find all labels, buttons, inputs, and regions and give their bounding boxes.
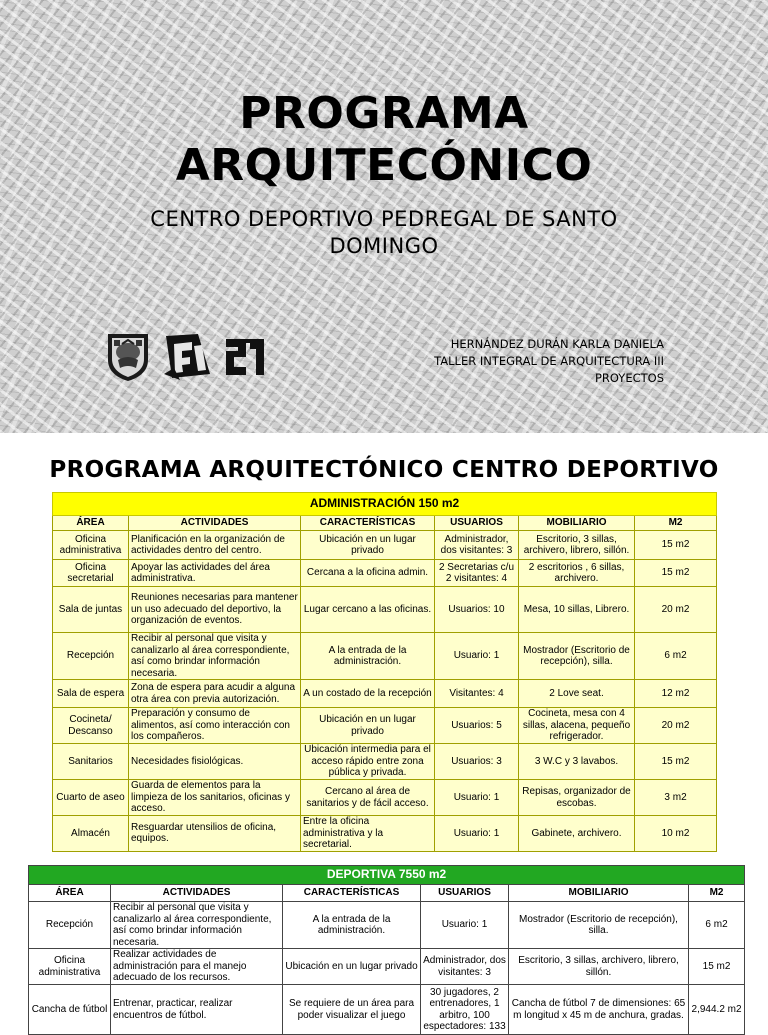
course-name: TALLER INTEGRAL DE ARQUITECTURA III [434, 354, 664, 368]
table-row [29, 949, 745, 985]
table-row [53, 816, 717, 852]
cell-actividades: Apoyar las actividades del área administrativa. [129, 560, 301, 587]
cell-caracteristicas: A un costado de la recepción [301, 680, 435, 708]
cell-m2: 20 m2 [635, 708, 717, 744]
table-row [53, 744, 717, 780]
cover-subtitle: CENTRO DEPORTIVO PEDREGAL DE SANTO DOMINGO [150, 207, 618, 258]
cell-caracteristicas: Cercana a la oficina admin. [301, 560, 435, 587]
cell-area: Sanitarios [53, 744, 129, 780]
cell-m2: 15 m2 [635, 531, 717, 560]
cell-usuarios: Administrador, dos visitantes: 3 [421, 949, 509, 985]
cell-area: Almacén [53, 816, 129, 852]
cell-usuarios: Usuario: 1 [421, 902, 509, 949]
cell-caracteristicas: Se requiere de un área para poder visualizar el juego [283, 985, 421, 1035]
column-header-m2: M2 [689, 885, 745, 902]
logo-strip [104, 330, 270, 382]
cover-title-line2: ARQUITECÓNICO [175, 140, 593, 191]
cell-actividades: Zona de espera para acudir a alguna otra área con previa autorización. [129, 680, 301, 708]
cell-mobiliario: Cocineta, mesa con 4 sillas, alacena, pequeño refrigerador. [519, 708, 635, 744]
cell-caracteristicas: Ubicación en un lugar privado [301, 531, 435, 560]
taller-21-logo [224, 331, 270, 381]
cell-caracteristicas: Entre la oficina administrativa y la secretarial. [301, 816, 435, 852]
cell-usuarios: Usuarios: 3 [435, 744, 519, 780]
cell-m2: 15 m2 [635, 744, 717, 780]
cell-usuarios: Usuarios: 10 [435, 587, 519, 633]
cell-mobiliario: Escritorio, 3 sillas, archivero, librero, sillón. [509, 949, 689, 985]
cell-m2: 15 m2 [689, 949, 745, 985]
cell-m2: 6 m2 [635, 633, 717, 680]
cell-m2: 6 m2 [689, 902, 745, 949]
cell-m2: 20 m2 [635, 587, 717, 633]
table-row [53, 633, 717, 680]
cell-mobiliario: Cancha de fútbol 7 de dimensiones: 65 m longitud x 45 m de anchura, gradas. [509, 985, 689, 1035]
cover-slide [0, 0, 768, 433]
cell-mobiliario: Mesa, 10 sillas, Librero. [519, 587, 635, 633]
cell-m2: 10 m2 [635, 816, 717, 852]
cell-area: Recepción [53, 633, 129, 680]
cover-title-line1: PROGRAMA [239, 88, 529, 139]
program-title: PROGRAMA ARQUITECTÓNICO CENTRO DEPORTIVO [49, 457, 719, 483]
cell-usuarios: Usuario: 1 [435, 816, 519, 852]
cover-title [0, 88, 768, 192]
author-name: HERNÁNDEZ DURÁN KARLA DANIELA [450, 337, 664, 351]
table-row [53, 587, 717, 633]
cell-mobiliario: 2 Love seat. [519, 680, 635, 708]
cell-actividades: Necesidades fisiológicas. [129, 744, 301, 780]
administracion-section-header: ADMINISTRACIÓN 150 m2 [53, 493, 717, 516]
cell-area: Sala de juntas [53, 587, 129, 633]
cell-area: Cancha de fútbol [29, 985, 111, 1035]
cell-m2: 15 m2 [635, 560, 717, 587]
deportiva-table [28, 865, 745, 1035]
table-row [53, 531, 717, 560]
column-header-actividades: ACTIVIDADES [111, 885, 283, 902]
column-header-actividades: ACTIVIDADES [129, 516, 301, 531]
cell-actividades: Realizar actividades de administración para el manejo adecuado de los recursos. [111, 949, 283, 985]
cell-caracteristicas: Ubicación intermedia para el acceso rápido entre zona pública y privada. [301, 744, 435, 780]
cell-usuarios: Usuario: 1 [435, 780, 519, 816]
cell-usuarios: Usuario: 1 [435, 633, 519, 680]
column-header-area: ÁREA [53, 516, 129, 531]
facultad-arquitectura-logo [162, 330, 214, 382]
cell-mobiliario: Gabinete, archivero. [519, 816, 635, 852]
cell-caracteristicas: Cercano al área de sanitarios y de fácil acceso. [301, 780, 435, 816]
deportiva-section-header: DEPORTIVA 7550 m2 [29, 866, 745, 885]
cell-caracteristicas: Ubicación en un lugar privado [283, 949, 421, 985]
cell-actividades: Recibir al personal que visita y canalizarlo al área correspondiente, así como brindar información necesaria. [111, 902, 283, 949]
cell-mobiliario: Mostrador (Escritorio de recepción), silla. [519, 633, 635, 680]
table-row [29, 985, 745, 1035]
column-header-area: ÁREA [29, 885, 111, 902]
column-header-mobiliario: MOBILIARIO [509, 885, 689, 902]
administracion-table [52, 492, 717, 852]
author-block [434, 336, 664, 387]
cell-actividades: Planificación en la organización de actividades dentro del centro. [129, 531, 301, 560]
cell-usuarios: Usuarios: 5 [435, 708, 519, 744]
column-header-usuarios: USUARIOS [435, 516, 519, 531]
cell-area: Cocineta/ Descanso [53, 708, 129, 744]
table-row [53, 708, 717, 744]
cell-actividades: Preparación y consumo de alimentos, así como interacción con los compañeros. [129, 708, 301, 744]
table-row [53, 560, 717, 587]
cell-m2: 2,944.2 m2 [689, 985, 745, 1035]
administracion-header-row [53, 493, 717, 516]
cell-caracteristicas: A la entrada de la administración. [283, 902, 421, 949]
cell-area: Cuarto de aseo [53, 780, 129, 816]
cell-area: Oficina administrativa [53, 531, 129, 560]
deportiva-header-row [29, 866, 745, 885]
cell-actividades: Entrenar, practicar, realizar encuentros de fútbol. [111, 985, 283, 1035]
program-slide [0, 433, 768, 1032]
cell-m2: 12 m2 [635, 680, 717, 708]
cell-usuarios: 30 jugadores, 2 entrenadores, 1 arbitro, 100 espectadores: 133 [421, 985, 509, 1035]
column-header-usuarios: USUARIOS [421, 885, 509, 902]
cell-mobiliario: Mostrador (Escritorio de recepción), silla. [509, 902, 689, 949]
cell-mobiliario: 3 W.C y 3 lavabos. [519, 744, 635, 780]
administracion-column-headers [53, 516, 717, 531]
cell-m2: 3 m2 [635, 780, 717, 816]
cell-actividades: Resguardar utensilios de oficina, equipos. [129, 816, 301, 852]
cell-caracteristicas: A la entrada de la administración. [301, 633, 435, 680]
cell-mobiliario: Repisas, organizador de escobas. [519, 780, 635, 816]
table-row [53, 680, 717, 708]
cell-mobiliario: Escritorio, 3 sillas, archivero, librero, sillón. [519, 531, 635, 560]
cell-area: Oficina secretarial [53, 560, 129, 587]
column-header-m2: M2 [635, 516, 717, 531]
table-row [53, 780, 717, 816]
deportiva-column-headers [29, 885, 745, 902]
table-row [29, 902, 745, 949]
cell-actividades: Reuniones necesarias para mantener un uso adecuado del deportivo, la organización de eventos. [129, 587, 301, 633]
cell-caracteristicas: Lugar cercano a las oficinas. [301, 587, 435, 633]
cell-area: Recepción [29, 902, 111, 949]
cell-caracteristicas: Ubicación en un lugar privado [301, 708, 435, 744]
cell-actividades: Guarda de elementos para la limpieza de los sanitarios, oficinas y acceso. [129, 780, 301, 816]
column-header-mobiliario: MOBILIARIO [519, 516, 635, 531]
cell-usuarios: 2 Secretarias c/u 2 visitantes: 4 [435, 560, 519, 587]
cell-mobiliario: 2 escritorios , 6 sillas, archivero. [519, 560, 635, 587]
cell-actividades: Recibir al personal que visita y canalizarlo al área correspondiente, así como brindar información necesaria. [129, 633, 301, 680]
unam-shield-logo [104, 330, 152, 382]
course-subject: PROYECTOS [594, 371, 664, 385]
cell-area: Oficina administrativa [29, 949, 111, 985]
cell-usuarios: Administrador, dos visitantes: 3 [435, 531, 519, 560]
column-header-caracteristicas: CARACTERÍSTICAS [301, 516, 435, 531]
column-header-caracteristicas: CARACTERÍSTICAS [283, 885, 421, 902]
cell-area: Sala de espera [53, 680, 129, 708]
cell-usuarios: Visitantes: 4 [435, 680, 519, 708]
